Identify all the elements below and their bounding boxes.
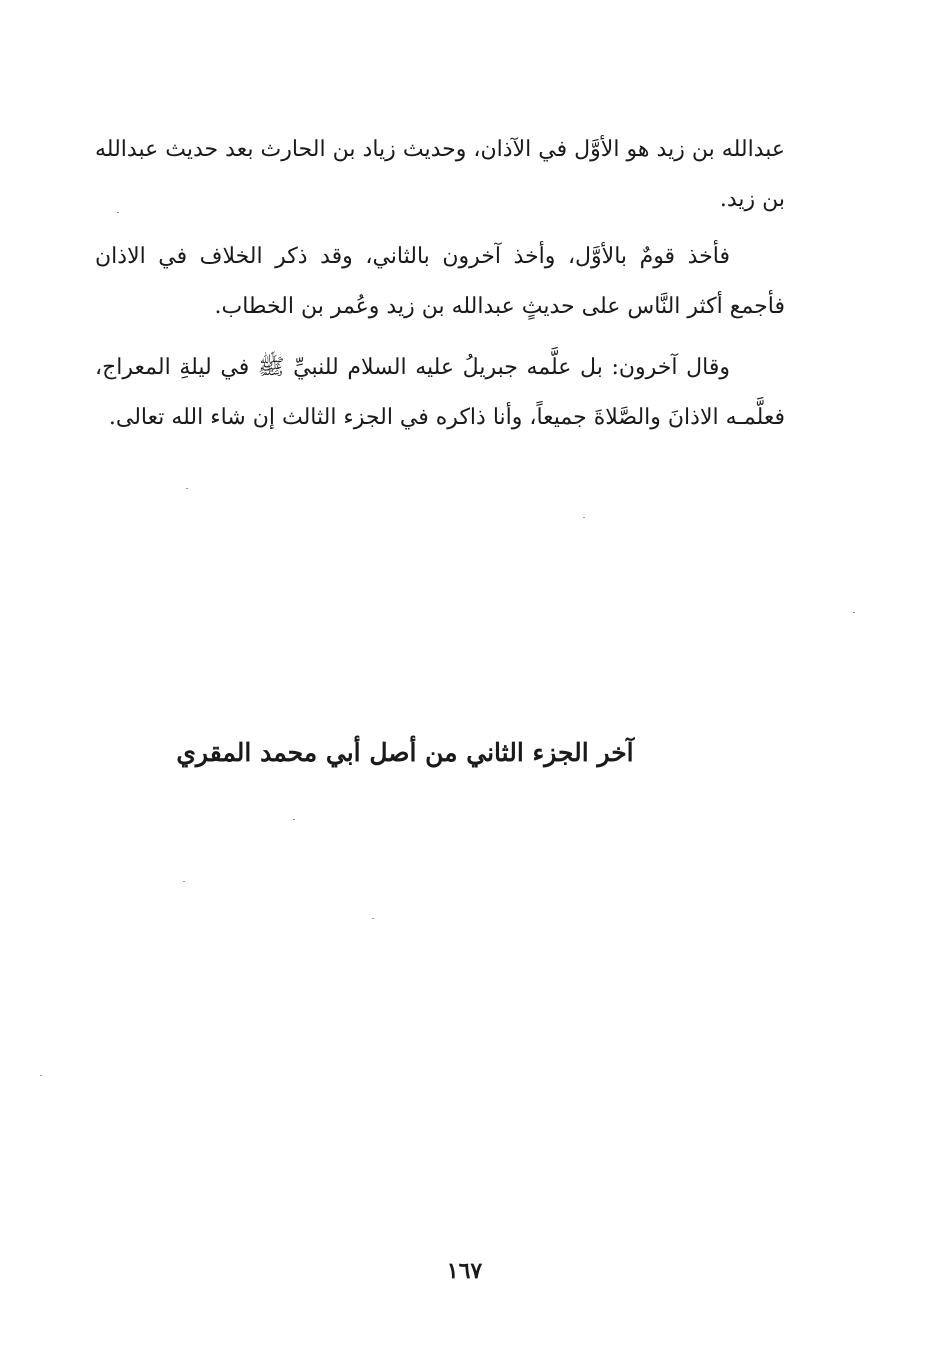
scan-speck <box>117 212 119 213</box>
scan-speck <box>853 612 855 613</box>
scan-speck <box>186 488 188 489</box>
page-number: ١٦٧ <box>446 1258 483 1284</box>
section-closing-line: آخر الجزء الثاني من أصل أبي محمد المقري <box>176 738 634 767</box>
scan-speck <box>183 881 185 882</box>
paragraph-2: فأخذ قومٌ بالأوَّل، وأخذ آخرون بالثاني، وقد ذكر الخلاف في الاذان فأجمع أكثر النَّاس على حديثٍ عبدالله بن زيد وعُمر بن الخطاب. <box>95 244 785 319</box>
scan-speck <box>40 1075 42 1076</box>
paragraph-3: وقال آخرون: بل علَّمه جبريلُ عليه السلام للنبيِّ ﷺ في ليلةِ المعراج، فعلَّمـه الاذانَ والصَّلاةَ جميعاً، وأنا ذاكره في الجزء الثالث إن شاء الله تعالى. <box>95 355 785 430</box>
scan-speck <box>583 517 585 518</box>
scan-speck <box>293 819 295 820</box>
paragraph-1: عبدالله بن زيد هو الأوَّل في الآذان، وحديث زياد بن الحارث بعد حديث عبدالله بن زيد. <box>95 137 785 212</box>
scan-speck <box>372 918 374 919</box>
